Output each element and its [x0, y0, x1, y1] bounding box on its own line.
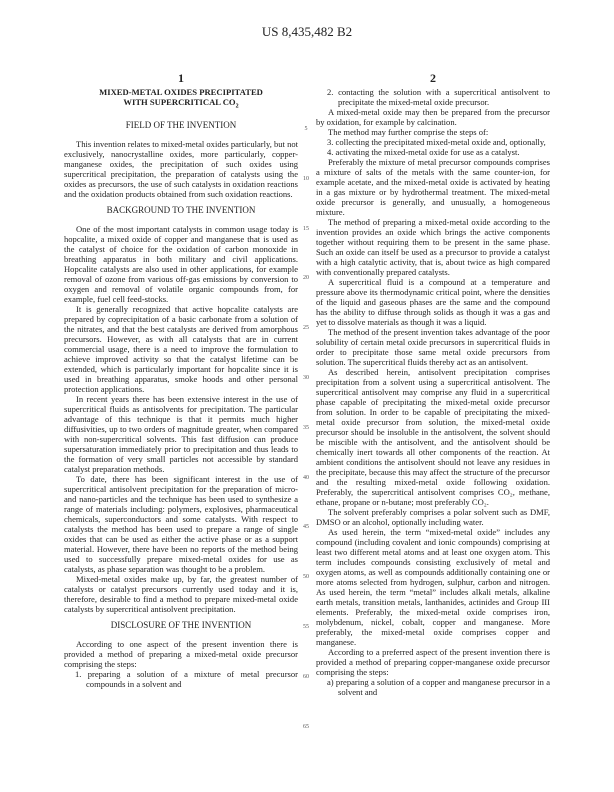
- list-item: 3. collecting the precipitated mixed-metal oxide and, optionally,: [327, 137, 546, 147]
- line-number: 20: [303, 275, 309, 282]
- paragraph: It is generally recognized that active hopcalite catalysts are prepared by coprecipitation of a basic carbonate from a solution of the nitrates, and that the best catalysts are derived from amorphous precursors. However, as with all catalysts that are in current commercial usage, there is a need to improve the formulation to achieve improved activity so that the catalyst lifetime can be extended, which is particularly important for hopcalite since it is used in breathing apparatus, smoke hoods and other personal protection applications.: [64, 303, 298, 394]
- line-number: 30: [303, 375, 309, 381]
- line-number: 10: [303, 175, 309, 182]
- line-number: 45: [303, 524, 309, 531]
- paragraph: The method of preparing a mixed-metal oxide according to the invention provides an oxide which brings the active components together without requiring them to be present in the same phase. Such an oxide can itself be used as a precursor to provide a catalyst with a high catalytic activity, that is, about twice as high compared with conventionally prepared catalysts.: [316, 217, 550, 277]
- paragraph: The method of the present invention takes advantage of the poor solubility of certain metal oxide precursors in supercritical fluids in order to precipitate those same metal oxide precursors from solution. The supercritical fluids thereby act as an antisolvent.: [316, 327, 550, 367]
- list-item: 1. preparing a solution of a mixture of metal precursor compounds in a solvent and: [75, 668, 298, 689]
- left-column: [64, 72, 298, 689]
- list-item: 4. activating the mixed-metal oxide for use as a catalyst.: [327, 147, 520, 157]
- paragraph: As used herein, the term “mixed-metal oxide” includes any compound (including covalent and ionic compounds) comprising at least two different metal atoms and at least one oxygen atom. This term includes compounds consisting exclusively of metal and oxygen atoms, as well as compounds additionally containing one or more atoms selected from hydrogen, sulphur, carbon and nitrogen. As used herein, the term “metal” includes alkali metals, alkaline earth metals, transition metals, lanthanides, actinides and Group III elements. Preferably, the mixed-metal oxide comprises iron, molybdenum, nickel, cobalt, copper and manganese. More preferably, the mixed-metal oxide comprises copper and manganese.: [316, 527, 550, 647]
- line-number: 15: [303, 225, 309, 232]
- title-line-2-text: WITH SUPERCRITICAL CO: [123, 97, 236, 107]
- line-number: 35: [303, 424, 309, 431]
- paragraph: According to one aspect of the present invention there is provided a method of preparing a mixed-metal oxide precursor comprising the steps:: [64, 638, 298, 669]
- section-heading: FIELD OF THE INVENTION: [125, 119, 237, 130]
- paragraph: According to a preferred aspect of the present invention there is provided a method of preparing copper-manganese oxide precursor comprising the steps:: [316, 647, 550, 677]
- column-number: 1: [178, 71, 184, 85]
- title-line-2: [64, 97, 298, 112]
- paragraph: In recent years there has been extensive interest in the use of supercritical fluids as antisolvents for precipitation. The particular advantage of this technique is that it permits much higher diffusivities, up to two orders of magnitude greater, when compared with non-supercritical solvents. This fast diffusion can produce supersaturation immediately prior to precipitation and thus leads to the formation of very small particles not accessible by standard catalyst preparation methods.: [64, 393, 298, 474]
- line-number: 50: [303, 574, 309, 581]
- right-paragraphs: [316, 87, 550, 697]
- section-heading: DISCLOSURE OF THE INVENTION: [110, 619, 252, 630]
- title-line-1: MIXED-METAL OXIDES PRECIPITATED: [99, 87, 263, 97]
- section-heading: BACKGROUND TO THE INVENTION: [106, 204, 256, 215]
- line-number: 5: [304, 126, 308, 132]
- list-item: a) preparing a solution of a copper and manganese precursor in a solvent and: [327, 677, 550, 697]
- line-number: 25: [303, 325, 309, 332]
- line-number: 65: [303, 723, 309, 730]
- patent-title: [64, 87, 298, 112]
- right-column: [316, 72, 550, 697]
- paragraph: To date, there has been significant interest in the use of supercritical antisolvent precipitation for the preparation of micro- and nano-particles and the technique has been used to synthesize a range of materials including: polymers, explosives, pharmaceutical chemicals, superconductors and some catalysts. With respect to catalysts the method has been used to prepare a range of single oxides that can be used as either the active phase or as a support material. However, there have been no reports of the method being used to successfully prepare mixed-metal oxides for use as catalysts, as phase separation was thought to be a problem.: [64, 473, 298, 574]
- paragraph: A mixed-metal oxide may then be prepared from the precursor by oxidation, for example by calcination.: [316, 107, 550, 127]
- list-item: 2. contacting the solution with a supercritical antisolvent to precipitate the mixed-metal oxide precursor.: [327, 87, 550, 107]
- line-number: 55: [303, 624, 309, 630]
- paragraph: One of the most important catalysts in common usage today is hopcalite, a mixed oxide of copper and manganese that is used as the catalyst of choice for the oxidation of carbon monoxide in breathing apparatus in both military and civil applications. Hopcalite catalysts are also used in other applications, for example removal of ozone from various off-gas emissions by conversion to oxygen and removal of volatile organic compounds from, for example, fuel cell feed-stocks.: [64, 223, 298, 304]
- paragraph: As described herein, antisolvent precipitation comprises precipitation from a solvent using a supercritical antisolvent. The supercritical antisolvent may comprise any fluid in a supercritical phase capable of precipitating the mixed-metal oxide precursor from solution. In order to be capable of precipitating the mixed-metal oxide precursor from solution, the mixed-metal oxide precursor should be insoluble in the antisolvent, the solvent should be miscible with the antisolvent, and the antisolvent should be chemically inert towards all other components of the reaction. At ambient conditions the antisolvent should not leave any residues in the precipitate, because this may affect the structure of the precursor and the resulting mixed-metal oxide following oxidation. Preferably, the supercritical antisolvent comprises CO₂, methane, ethane, propane or n-butane; most preferably CO₂.: [316, 367, 550, 507]
- line-number: 60: [303, 673, 309, 680]
- paragraph: Mixed-metal oxides make up, by far, the greatest number of catalysts or catalyst precursors currently used today and it is, therefore, desirable to find a method to prepare mixed-metal oxide catalysts by supercritical antisolvent precipitation.: [64, 573, 298, 614]
- paragraph: The solvent preferably comprises a polar solvent such as DMF, DMSO or an alcohol, optionally including water.: [316, 507, 550, 527]
- paragraph: A supercritical fluid is a compound at a temperature and pressure above its thermodynamic critical point, where the densities of the liquid and gaseous phases are the same and the compound has the ability to diffuse through solids as though it was a gas and yet to dissolve materials as though it was a liquid.: [316, 277, 550, 327]
- paragraph: Preferably the mixture of metal precursor compounds comprises a mixture of salts of the metals with the same counter-ion, for example acetate, and the mixed-metal oxide is activated by heating in a gas mixture or by hydrothermal treatment. The mixed-metal oxide precursor is generally, and unusually, a homogeneous mixture.: [316, 157, 550, 217]
- paragraph: This invention relates to mixed-metal oxides particularly, but not exclusively, nanocrystalline oxides, more particularly, copper-manganese oxides, the precipitation of such oxides using supercritical precipitation, the preparation of catalysts using the oxides as precursors, the use of such catalysts in oxidation reactions and the oxidation products obtained from such oxidation reactions.: [64, 138, 298, 199]
- title-subscript: 2: [235, 103, 239, 110]
- patent-number-header: US 8,435,482 B2: [261, 24, 353, 39]
- paragraph: The method may further comprise the steps of:: [328, 127, 489, 137]
- column-number: 2: [430, 71, 436, 85]
- left-sections: [64, 120, 298, 689]
- line-number: 40: [303, 474, 309, 481]
